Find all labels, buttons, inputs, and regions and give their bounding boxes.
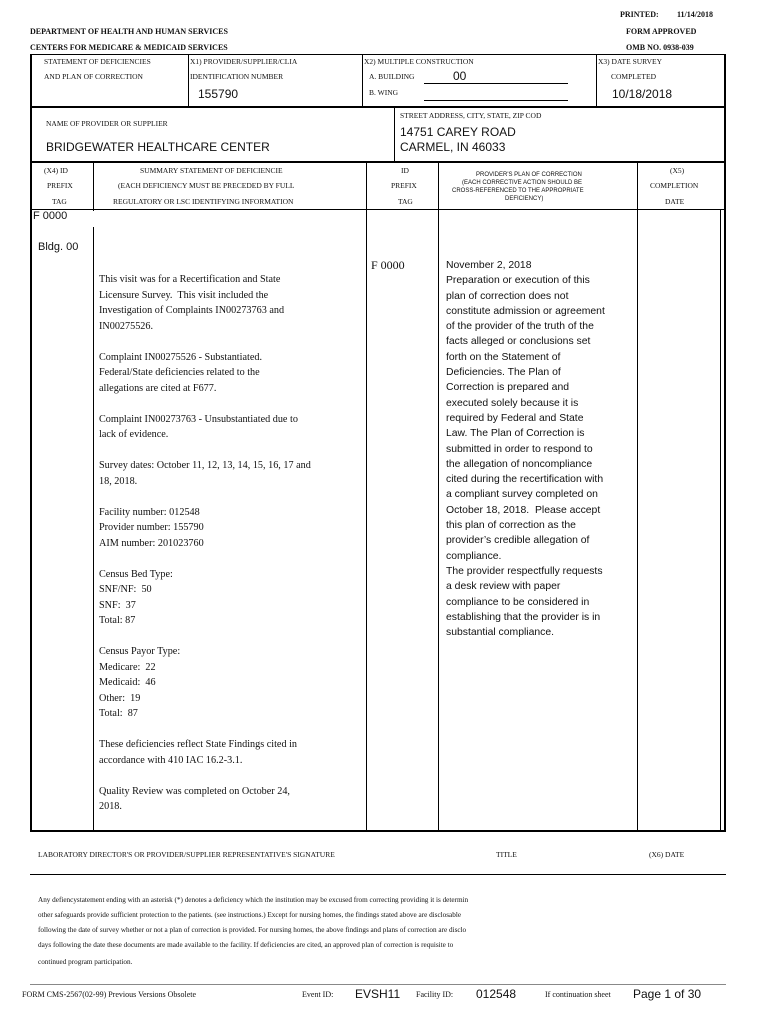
continuation-label: If continuation sheet [545,990,611,999]
disclaimer-line-5: continued program participation. [38,958,133,966]
poc-header-3: CROSS-REFERENCED TO THE APPROPRIATE [452,188,584,194]
event-id-label: Event ID: [302,990,334,999]
form-approved: FORM APPROVED [626,27,697,36]
disclaimer-line-1: Any defiencystatement ending with an asterisk (*) denotes a deficiency which the institution may be excused from correcting providing it is determin [38,896,469,904]
form-number: FORM CMS-2567(02-99) Previous Versions Obsolete [22,990,197,999]
id-label-1: ID [401,166,409,175]
printed-date: 11/14/2018 [677,10,714,19]
x2-label: X2) MULTIPLE CONSTRUCTION [364,57,474,66]
x3-label-1: X3) DATE SURVEY [598,57,662,66]
x1-label-1: X1) PROVIDER/SUPPLIER/CLIA [190,57,298,66]
omb-number: OMB NO. 0938-039 [626,43,694,52]
provider-name-label: NAME OF PROVIDER OR SUPPLIER [46,119,168,128]
signature-label: LABORATORY DIRECTOR'S OR PROVIDER/SUPPLIER REPRESENTATIVE'S SIGNATURE [38,850,335,859]
x1-label-2: IDENTIFICATION NUMBER [190,72,284,81]
facility-id-value: 012548 [476,987,517,1001]
survey-date-value: 10/18/2018 [612,87,673,101]
printed-label: PRINTED: [620,10,659,19]
facility-id-label: Facility ID: [416,990,454,999]
provider-name-value: BRIDGEWATER HEALTHCARE CENTER [46,140,270,154]
statement-label-2: AND PLAN OF CORRECTION [44,72,143,81]
plan-of-correction: November 2, 2018 Preparation or execution of this plan of correction does not constitute admission or agreement of the provider of the truth of the facts alleged or conclusions set forth on the Statement of Deficiencies. The Plan of Correction is prepared and executed solely because it is required by Federal and State Law. The Plan of Correction is submitted in order to respond to the allegation of noncompliance cited during the recertification with a compliant survey completed on October 18, 2018. Please accept this plan of correction as the provider’s credible allegation of compliance. The provider respectfully requests a desk review with paper compliance to be considered in establishing that the provider is in substantial compliance. [446,260,605,639]
page-number: Page 1 of 30 [633,987,702,1001]
summary-header-3: REGULATORY OR LSC IDENTIFYING INFORMATION [113,197,294,206]
disclaimer-line-3: following the date of survey whether or not a plan of correction is provided. For nursing homes, the above findings and plans of correction are disclo [38,926,467,934]
building-label: A. BUILDING [369,72,415,81]
poc-header-1: PROVIDER'S PLAN OF CORRECTION [476,172,582,178]
summary-header-1: SUMMARY STATEMENT OF DEFICIENCIE [140,166,283,175]
cms-title: CENTERS FOR MEDICARE & MEDICAID SERVICES [30,43,228,52]
address-line-2: CARMEL, IN 46033 [400,140,506,154]
statement-label-1: STATEMENT OF DEFICIENCIES [44,57,151,66]
poc-header-4: DEFICIENCY) [505,196,544,202]
disclaimer-line-4: days following the date these documents are made available to the facility. If deficiencies are cited, an approved plan of correction is requisite to [38,941,454,949]
id-label-2: PREFIX [391,181,417,190]
building-tag: Bldg. 00 [38,241,79,253]
x4-label-1: (X4) ID [44,166,68,175]
summary-header-2: (EACH DEFICIENCY MUST BE PRECEDED BY FULL [118,181,295,190]
x6-date-label: (X6) DATE [649,850,685,859]
title-label: TITLE [496,850,517,859]
wing-label: B. WING [369,88,399,97]
x5-label-2: COMPLETION [650,181,699,190]
x4-label-3: TAG [52,197,67,206]
disclaimer-line-2: other safeguards provide sufficient protection to the patients. (see instructions.) Except for nursing homes, the findings stated above are disclosable [38,911,462,919]
provider-id-value: 155790 [198,87,239,101]
right-tag: F 0000 [371,258,405,272]
address-label: STREET ADDRESS, CITY, STATE, ZIP COD [400,111,542,120]
x5-label-3: DATE [665,197,685,206]
event-id-value: EVSH11 [355,987,401,1001]
address-line-1: 14751 CAREY ROAD [400,125,516,139]
id-label-3: TAG [398,197,413,206]
poc-header-2: (EACH CORRECTIVE ACTION SHOULD BE [462,180,583,186]
department-title: DEPARTMENT OF HEALTH AND HUMAN SERVICES [30,27,228,36]
left-tag: F 0000 [33,210,68,222]
x4-label-2: PREFIX [47,181,73,190]
x5-label-1: (X5) [670,166,685,175]
building-value: 00 [453,69,467,83]
x3-label-2: COMPLETED [611,72,656,81]
summary-statement: This visit was for a Recertification and State Licensure Survey. This visit included the Investigation of Complaints IN00273763 and IN00275526. Complaint IN00275526 - Substantiated. Federal/State deficiencies related to the allegations are cited at F677. Complaint IN00273763 - Unsubstantiated due to lack of evidence. Survey dates: October 11, 12, 13, 14, 15, 16, 17 and 18, 2018. Facility number: 012548 Provider number: 155790 AIM number: 201023760 Census Bed Type: SNF/NF: 50 SNF: 37 Total: 87 Census Payor Type: Medicare: 22 Medicaid: 46 Other: 19 Total: 87 These deficiencies reflect State Findings cited in accordance with 410 IAC 16.2-3.1. Quality Review was completed on October 24, 2018. [99,274,311,812]
